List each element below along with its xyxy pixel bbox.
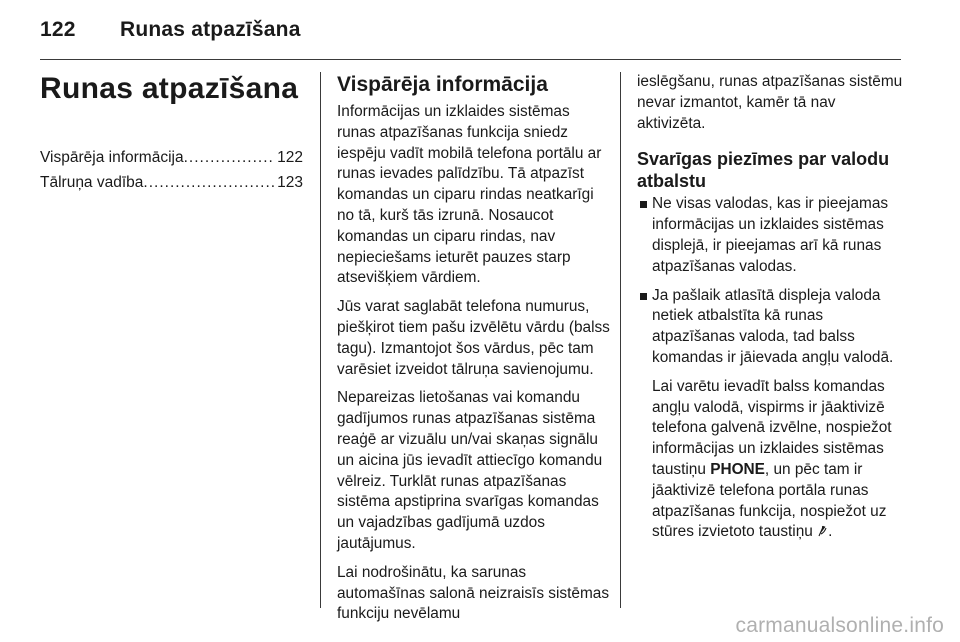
toc-entry-page: 122: [277, 149, 303, 166]
bullet-text: [652, 377, 907, 543]
bullet-text: Ne visas valodas, kas ir pieejamas informācijas un izklaides sistēmas displejā, ir pieejamas arī kā runas atpazīšanas valodas.: [652, 195, 889, 275]
bullet-text: Ja pašlaik atlasītā displeja valoda netiek atbalstīta kā runas atpazīšanas valoda, tad balss komandas ir jāievada angļu valodā.: [652, 286, 894, 366]
bullet-square-icon: [640, 293, 647, 300]
page-number: 122: [40, 18, 76, 41]
toc-entry-label: Tālruņa vadība: [40, 174, 144, 191]
bullet-item: [637, 194, 907, 277]
section-heading: Svarīgas piezīmes par valodu atbalstu: [637, 149, 890, 192]
toc-leader: [143, 174, 275, 192]
page-header: [40, 18, 301, 42]
body-paragraph-continued: ieslēgšanu, runas atpazīšanas sistēmu nevar izmantot, kamēr tā nav aktivizēta.: [637, 73, 903, 132]
toc-leader: [184, 149, 276, 167]
column-divider: [620, 72, 621, 608]
right-column: [637, 72, 907, 551]
body-paragraph: Informācijas un izklaides sistēmas runas atpazīšanas funkcija sniedz iespēju vadīt mobilā telefona portālu ar runas ievades palīdzību. Tā atpazīst komandas un ciparu rindas neatkarīgi no tā, kurš tās izrunā. Nosaucot komandas un ciparu rindas, nav nepieciešams ieturēt pauzes starp atsevišķiem vārdiem.: [337, 103, 602, 287]
body-paragraph: Lai nodrošinātu, ka sarunas automašīnas salonā neizraisīs sistēmas funkciju nevēlamu: [337, 563, 610, 623]
toc-entry[interactable]: [40, 174, 303, 199]
toc-entry-label: Vispārēja informācija: [40, 149, 184, 166]
body-paragraph: Jūs varat saglabāt telefona numurus, piešķirot tiem pašu izvēlētu vārdu (balss tagu). Izmantojot šos vārdus, pēc tam varēsiet izveidot tālruņa savienojumu.: [337, 298, 610, 378]
table-of-contents: [40, 149, 303, 199]
header-rule: [40, 59, 901, 60]
watermark: carmanualsonline.info: [735, 614, 944, 637]
section-heading: Vispārēja informācija: [337, 73, 548, 96]
column-divider: [320, 72, 321, 608]
bullet-item: [637, 286, 907, 544]
middle-column: [337, 72, 612, 633]
running-title: Runas atpazīšana: [120, 18, 301, 41]
chapter-title: Runas atpazīšana: [40, 72, 299, 105]
voice-command-icon: [817, 524, 828, 537]
toc-entry-page: 123: [277, 174, 303, 191]
bullet-square-icon: [640, 201, 647, 208]
text-run: , un pēc tam ir jāaktivizē telefona portāla runas atpazīšanas funkcija, nospiežot uz stūres izvietoto taustiņu: [652, 460, 887, 541]
text-run: .: [828, 523, 833, 541]
body-paragraph: Nepareizas lietošanas vai komandu gadījumos runas atpazīšanas sistēma reaģē ar vizuālu un/vai skaņas signālu un aicina jūs ievadīt attiecīgo komandu vēlreiz. Turklāt runas atpazīšanas sistēma apstiprina svarīgas komandas un vajadzības gadījumā uzdos jautājumus.: [337, 389, 603, 552]
phone-key-label: PHONE: [710, 460, 765, 478]
toc-entry[interactable]: [40, 149, 303, 174]
text-run: Lai varētu ievadīt balss komandas angļu valodā, vispirms ir jāaktivizē telefona galvenā izvēlne, nospiežot informācijas un izklaides sistēmas taustiņu: [652, 377, 892, 478]
